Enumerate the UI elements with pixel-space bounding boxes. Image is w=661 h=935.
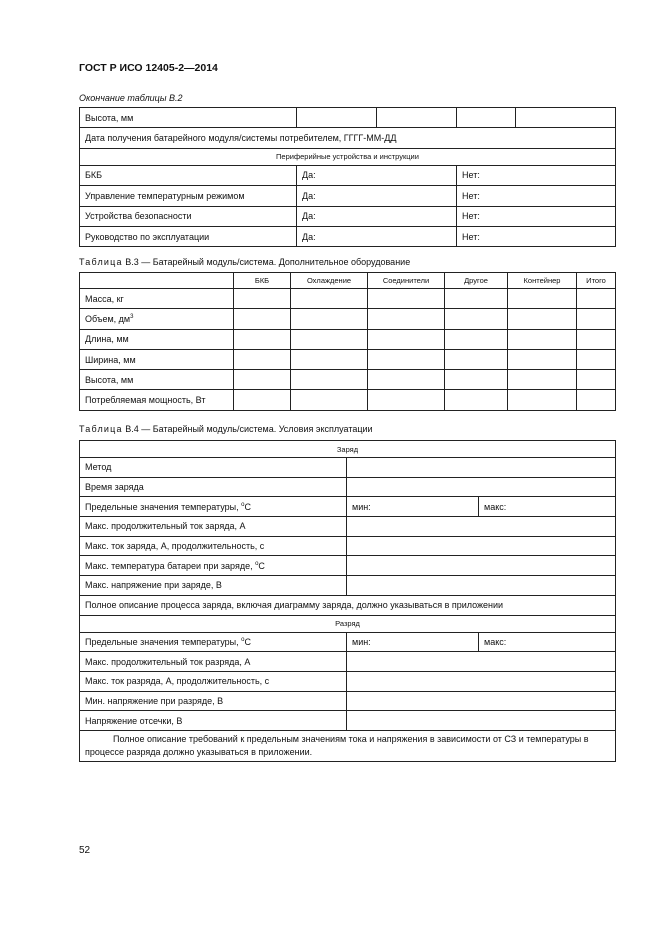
table-row	[80, 497, 616, 517]
row-label	[80, 497, 347, 517]
value-cell	[508, 370, 577, 390]
table-row	[80, 632, 616, 652]
table-row	[80, 390, 616, 410]
section-header-row	[80, 148, 616, 165]
value-cell	[577, 390, 616, 410]
value-cell	[577, 309, 616, 329]
value-cell	[368, 329, 445, 349]
row-label: Макс. ток разряда, А, продолжительность, с	[80, 671, 347, 691]
row-label: Потребляемая мощность, Вт	[80, 390, 234, 410]
value-cell	[508, 329, 577, 349]
row-label: Ширина, мм	[80, 349, 234, 369]
value-cell	[508, 309, 577, 329]
value-cell	[347, 691, 616, 711]
table-row	[80, 652, 616, 672]
row-label	[80, 309, 234, 329]
value-cell	[291, 309, 368, 329]
section-title: Периферийные устройства и инструкции	[80, 148, 616, 165]
row-label: Длина, мм	[80, 329, 234, 349]
value-cell	[347, 556, 616, 576]
table-row	[80, 349, 616, 369]
section-header-row	[80, 615, 616, 632]
row-label: Высота, мм	[80, 108, 297, 128]
value-cell	[445, 349, 508, 369]
table-row	[80, 309, 616, 329]
column-header: Другое	[445, 273, 508, 289]
row-label-text: Предельные значения температуры,	[85, 501, 242, 512]
value-cell	[291, 349, 368, 369]
table-row	[80, 370, 616, 390]
table-row	[80, 671, 616, 691]
row-label: Время заряда	[80, 477, 347, 497]
value-cell	[347, 576, 616, 596]
unit-text: C	[258, 560, 265, 571]
table-row	[80, 329, 616, 349]
section-header-row	[80, 441, 616, 458]
value-cell	[291, 370, 368, 390]
value-cell	[234, 329, 291, 349]
table-row	[80, 691, 616, 711]
value-cell	[347, 458, 616, 478]
value-cell	[291, 390, 368, 410]
min-cell: мин:	[347, 632, 479, 652]
table-row	[80, 536, 616, 556]
row-label-text: Объем, дм	[85, 313, 131, 324]
value-cell	[516, 108, 616, 128]
value-cell	[297, 108, 377, 128]
column-header: Итого	[577, 273, 616, 289]
row-label: Высота, мм	[80, 370, 234, 390]
degree-superscript: о	[255, 560, 259, 567]
value-cell	[457, 108, 516, 128]
value-cell	[577, 370, 616, 390]
row-label: Напряжение отсечки, В	[80, 711, 347, 731]
document-header: ГОСТ Р ИСО 12405-2—2014	[79, 62, 218, 74]
min-cell: мин:	[347, 497, 479, 517]
note-text: Полное описание требований к предельным значениям тока и напряжения в зависимости от СЗ и температуры в процессе разряда должно указываться в приложении.	[80, 730, 616, 761]
table-continuation-caption: Окончание таблицы В.2	[79, 93, 183, 103]
section-title-charge: Заряд	[80, 441, 616, 458]
value-cell	[347, 671, 616, 691]
yes-cell: Да:	[297, 186, 457, 206]
no-cell: Нет:	[457, 165, 616, 185]
caption-prefix: Таблица	[79, 424, 123, 434]
value-cell	[347, 477, 616, 497]
column-header	[80, 273, 234, 289]
value-cell	[377, 108, 457, 128]
max-cell: макс:	[479, 497, 616, 517]
table-row	[80, 711, 616, 731]
caption-prefix: Таблица	[79, 257, 123, 267]
value-cell	[508, 289, 577, 309]
value-cell	[445, 329, 508, 349]
column-header: Контейнер	[508, 273, 577, 289]
value-cell	[368, 370, 445, 390]
value-cell	[234, 370, 291, 390]
column-header: БКБ	[234, 273, 291, 289]
value-cell	[234, 309, 291, 329]
value-cell	[445, 370, 508, 390]
table-row	[80, 226, 616, 246]
row-label: Управление температурным режимом	[80, 186, 297, 206]
row-label	[80, 632, 347, 652]
table-row	[80, 108, 616, 128]
row-label: Масса, кг	[80, 289, 234, 309]
row-label: БКБ	[80, 165, 297, 185]
row-label: Мин. напряжение при разряде, В	[80, 691, 347, 711]
note-text: Полное описание процесса заряда, включая диаграмму заряда, должно указываться в приложении	[80, 595, 616, 615]
column-header: Охлаждение	[291, 273, 368, 289]
unit-superscript: 3	[130, 313, 134, 320]
value-cell	[508, 349, 577, 369]
degree-superscript: о	[241, 636, 245, 643]
row-label: Дата получения батарейного модуля/системы потребителем, ГГГГ-ММ-ДД	[80, 128, 616, 148]
row-label	[80, 556, 347, 576]
value-cell	[347, 652, 616, 672]
value-cell	[445, 289, 508, 309]
yes-cell: Да:	[297, 165, 457, 185]
table-b3-caption	[79, 257, 410, 267]
no-cell: Нет:	[457, 226, 616, 246]
value-cell	[291, 329, 368, 349]
table-row	[80, 576, 616, 596]
table-row	[80, 458, 616, 478]
row-label: Метод	[80, 458, 347, 478]
row-label: Руководство по эксплуатации	[80, 226, 297, 246]
table-header-row	[80, 273, 616, 289]
value-cell	[368, 349, 445, 369]
row-label: Макс. продолжительный ток заряда, А	[80, 517, 347, 537]
unit-text: C	[244, 501, 251, 512]
value-cell	[577, 329, 616, 349]
yes-cell: Да:	[297, 206, 457, 226]
table-row	[80, 517, 616, 537]
row-label-text: Макс. температура батареи при заряде,	[85, 560, 256, 571]
value-cell	[445, 309, 508, 329]
table-row	[80, 595, 616, 615]
value-cell	[368, 289, 445, 309]
page-number: 52	[79, 845, 91, 856]
value-cell	[347, 711, 616, 731]
value-cell	[368, 390, 445, 410]
table-row	[80, 206, 616, 226]
value-cell	[577, 289, 616, 309]
no-cell: Нет:	[457, 186, 616, 206]
table-b2-continuation	[79, 107, 616, 247]
value-cell	[508, 390, 577, 410]
table-row	[80, 730, 616, 761]
caption-text: В.3 — Батарейный модуль/система. Дополнительное оборудование	[122, 257, 411, 267]
no-cell: Нет:	[457, 206, 616, 226]
column-header: Соединители	[368, 273, 445, 289]
unit-text: C	[244, 636, 251, 647]
row-label: Макс. продолжительный ток разряда, А	[80, 652, 347, 672]
table-row	[80, 186, 616, 206]
value-cell	[368, 309, 445, 329]
max-cell: макс:	[479, 632, 616, 652]
value-cell	[347, 536, 616, 556]
table-row	[80, 128, 616, 148]
table-row	[80, 477, 616, 497]
caption-text: В.4 — Батарейный модуль/система. Условия эксплуатации	[122, 424, 373, 434]
row-label-text: Предельные значения температуры,	[85, 636, 242, 647]
value-cell	[234, 349, 291, 369]
table-b4-operating-conditions	[79, 440, 616, 762]
degree-superscript: о	[241, 501, 245, 508]
table-b4-caption	[79, 424, 373, 434]
yes-cell: Да:	[297, 226, 457, 246]
value-cell	[577, 349, 616, 369]
value-cell	[234, 289, 291, 309]
value-cell	[445, 390, 508, 410]
table-b3-equipment	[79, 272, 616, 411]
row-label: Макс. напряжение при заряде, В	[80, 576, 347, 596]
table-row	[80, 556, 616, 576]
value-cell	[291, 289, 368, 309]
table-row	[80, 165, 616, 185]
section-title-discharge: Разряд	[80, 615, 616, 632]
table-row	[80, 289, 616, 309]
value-cell	[347, 517, 616, 537]
row-label: Устройства безопасности	[80, 206, 297, 226]
row-label: Макс. ток заряда, А, продолжительность, с	[80, 536, 347, 556]
value-cell	[234, 390, 291, 410]
